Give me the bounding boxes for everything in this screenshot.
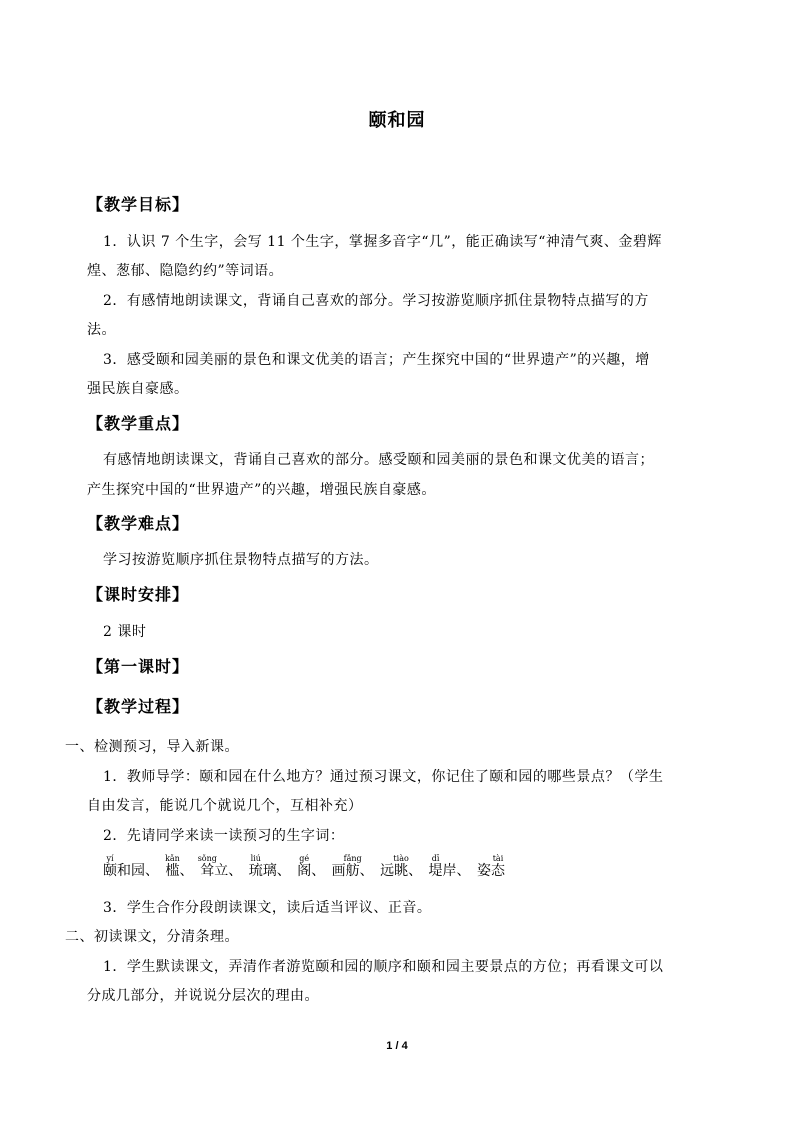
vocab-word-5-char: 阁gé: [297, 854, 312, 879]
section-1-para-2: 2．先请同学来读一读预习的生字词：: [103, 828, 345, 844]
vocab-word-8-char: 堤dī: [428, 854, 443, 879]
vocab-word-6-char: 舫fǎng: [343, 854, 362, 879]
key-points-line-2: 产生探究中国的“世界遗产”的兴趣，增强民族自豪感。: [87, 482, 436, 498]
vocab-word-8-rest: 岸: [442, 863, 457, 879]
section-1-para-1-line-2: 自由发言，能说几个就说几个，互相补充）: [87, 798, 363, 814]
heading-process: 【教学过程】: [87, 697, 190, 716]
vocab-separator: 、: [276, 863, 291, 879]
schedule-line-1: 2 课时: [103, 624, 147, 640]
section-1-title: 一、检测预习，导入新课。: [65, 739, 239, 755]
vocab-word-7-char: 眺tiào: [393, 854, 409, 879]
vocab-word-2-char: 槛kǎn: [165, 854, 180, 879]
heading-goals: 【教学目标】: [87, 195, 190, 214]
page-number: 1 / 4: [386, 1040, 408, 1052]
vocab-word-4-rest: 璃: [262, 863, 277, 879]
goal-3-line-1: 3．感受颐和园美丽的景色和课文优美的语言；产生探究中国的“世界遗产”的兴趣，增: [103, 352, 650, 368]
vocab-separator: 、: [228, 863, 243, 879]
vocab-word-1-char: 颐yí: [103, 854, 117, 879]
vocab-separator: 、: [145, 863, 159, 879]
goal-2-line-2: 法。: [87, 322, 116, 338]
vocab-word-6-pre: 画: [331, 863, 346, 879]
vocab-separator: 、: [179, 863, 194, 879]
vocab-word-9-pre: 姿: [477, 863, 491, 879]
vocab-word-3-char: 耸sǒng: [197, 854, 217, 879]
vocab-word-4-char: 琉liú: [248, 854, 263, 879]
vocab-list: [103, 854, 505, 884]
vocab-separator: 、: [456, 863, 471, 879]
goal-3-line-2: 强民族自豪感。: [87, 381, 189, 397]
goal-1-line-1: 1．认识 7 个生字，会写 11 个生字，掌握多音字“几”，能正确读写“神清气爽、金碧辉: [103, 234, 662, 250]
key-points-line-1: 有感情地朗读课文，背诵自己喜欢的部分。感受颐和园美丽的景色和课文优美的语言；: [103, 452, 654, 468]
section-1-para-3: 3．学生合作分段朗读课文，读后适当评议、正音。: [103, 900, 432, 916]
section-1-para-1-line-1: 1．教师导学：颐和园在什么地方？通过预习课文，你记住了颐和园的哪些景点？（学生: [103, 769, 664, 785]
section-2-para-1-line-2: 分成几部分，并说说分层次的理由。: [87, 988, 319, 1004]
vocab-word-9-char: 态tài: [491, 854, 505, 879]
section-2-para-1-line-1: 1．学生默读课文，弄清作者游览颐和园的顺序和颐和园主要景点的方位；再看课文可以: [103, 959, 664, 975]
vocab-separator: 、: [359, 863, 374, 879]
page-title: 颐和园: [368, 110, 426, 131]
goal-2-line-1: 2．有感情地朗读课文，背诵自己喜欢的部分。学习按游览顺序抓住景物特点描写的方: [103, 293, 649, 309]
vocab-separator: 、: [311, 863, 326, 879]
heading-difficulties: 【教学难点】: [87, 514, 190, 533]
vocab-separator: 、: [408, 863, 423, 879]
heading-key-points: 【教学重点】: [87, 414, 190, 433]
heading-schedule: 【课时安排】: [87, 585, 190, 604]
difficulties-line-1: 学习按游览顺序抓住景物特点描写的方法。: [103, 552, 379, 568]
heading-lesson-1: 【第一课时】: [87, 657, 190, 676]
goal-1-line-2: 煌、葱郁、隐隐约约”等词语。: [87, 263, 284, 279]
vocab-word-1-rest: 和园: [117, 863, 145, 879]
section-2-title: 二、初读课文，分清条理。: [65, 929, 239, 945]
vocab-word-7-pre: 远: [380, 863, 395, 879]
vocab-word-3-rest: 立: [214, 863, 229, 879]
